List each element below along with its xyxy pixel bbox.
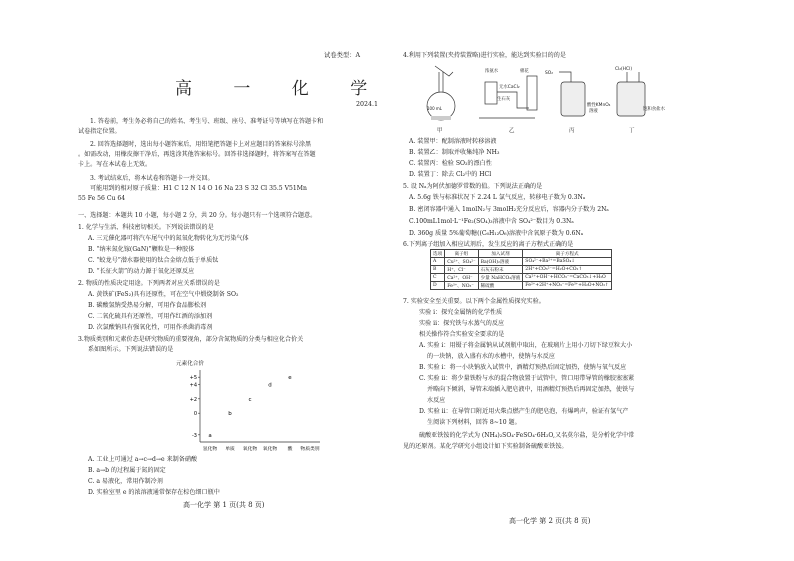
- label-ding: 丁: [629, 128, 635, 134]
- question-5-option: C.100mL1mol·L⁻¹Fe₂(SO₄)₃溶液中含 SO₄²⁻数目为 0.3Nₐ: [409, 218, 574, 225]
- question-7-line: 实验 ii：探究铁与水蒸气的反应: [419, 320, 505, 327]
- question-4-option: C. 装置丙：检验 SO₂的漂白性: [409, 160, 492, 167]
- label-brine: 饱和食盐水: [643, 107, 665, 112]
- question-3-option: C. a 易液化，常用作制冷剂: [88, 478, 163, 485]
- question-2-option: D. 次氯酸钠具有强氧化性，可用作杀菌消毒剂: [88, 324, 213, 331]
- question-4-option: B. 装置乙：制取并收集纯净 NH₃: [409, 149, 500, 156]
- table-cell: 石灰石粉末: [478, 266, 523, 274]
- instruction-line: 3. 考试结束后，将本试卷和答题卡一并交回。: [90, 175, 214, 182]
- question-7-line: 相关操作符合实验安全要求的是: [419, 331, 505, 338]
- table-header: 离子组: [445, 250, 478, 258]
- question-5-option: D. 360g 质量 5%葡萄糖((C₆H₁₂O₆)溶液中含氧原子数为 0.6Nₐ: [409, 230, 584, 237]
- exam-date: 2024.1: [356, 101, 379, 108]
- question-3-option: A. 工业上可通过 a→c→d→e 来制备硝酸: [88, 456, 198, 463]
- question-4-option: A. 装置甲：配制溶液时转移溶液: [409, 138, 497, 145]
- chart-point-e: e: [288, 375, 292, 382]
- question-7-option: B. 实验 i：将一小块钠放入试管中，酒精灯预热后固定加热，使钠与氧气反应: [419, 364, 627, 371]
- atomic-mass-line: 可能用到的相对原子质量：H1 C 12 N 14 O 16 Na 23 S 32 Cl 35.5 V51Mn: [90, 185, 307, 192]
- table-cell: 少量 NaHCO₃溶液: [478, 274, 523, 282]
- page-footer: 高一化学 第 2 页(共 8 页): [509, 517, 591, 525]
- table-row: [431, 282, 612, 290]
- label-bing: 丙: [569, 128, 575, 134]
- question-4-stem: 4.利用下列装置(夹持装置略)进行实验，能达到实验目的的是: [403, 52, 566, 59]
- chart-x-category: 氧化物: [242, 447, 258, 452]
- label-jia: 甲: [437, 128, 443, 134]
- label-kmno4: 酸性KMnO₄: [587, 103, 611, 108]
- table-header: 离子方程式: [523, 250, 612, 258]
- chart-y-tick: -3: [192, 432, 197, 439]
- question-7-option: C. 实验 ii：将少量铁粉与水的混合物放置于试管中，管口用带导管的橡胶塞塞紧: [419, 375, 635, 382]
- question-2-option: A. 黄铁矿(FeS₂)具有还原性，可在空气中煅烧制备 SO₂: [88, 291, 239, 298]
- flask-apparatus: [427, 66, 455, 120]
- instruction-line: 2. 回答选择题时，选出每小题答案后，用铅笔把答题卡上对应题目的答案标号涂黑: [90, 141, 312, 148]
- material-text: 硫酸亚铁铵的化学式为 (NH₄)₂SO₄·FeSO₄·6H₂O,又名莫尔盐，是分析化学中常: [419, 432, 635, 439]
- label-solution: 溶液: [589, 109, 598, 114]
- apparatus-figure: [417, 62, 667, 134]
- table-header-row: [431, 250, 612, 258]
- chart-y-label: 元素化合价: [176, 361, 204, 367]
- chart-point-b: b: [228, 411, 232, 418]
- chart-x-category: 氢化物: [202, 447, 218, 452]
- table-row: [431, 266, 612, 274]
- table-cell: Ba(OH)₂溶液: [478, 258, 523, 266]
- chart-x-category: 单质: [225, 447, 235, 452]
- label-quicklime: 生石灰: [497, 97, 511, 102]
- chart-y-tick: +5: [189, 375, 197, 382]
- label-so2: SO₂: [545, 71, 554, 76]
- table-cell: Fe³⁺、NO₃⁻: [445, 282, 478, 290]
- table-cell: D: [431, 282, 445, 290]
- question-7-option: A. 实验 i：用镊子将金属钠从试剂瓶中取出，在玻璃片上用小刀切下绿豆粒大小: [419, 342, 633, 349]
- chart-point-c: c: [248, 396, 252, 403]
- table-row: [431, 258, 612, 266]
- so2-apparatus: [545, 70, 611, 116]
- label-yi: 乙: [509, 128, 515, 134]
- chart-point-d: d: [268, 382, 272, 389]
- question-7-option: 生阅读下列材料，回答 8~10 题。: [427, 419, 521, 426]
- question-7-stem: 7. 实验安全至关重要。以下两个金属性质探究实验。: [403, 298, 545, 305]
- label-cl2: Cl₂(HCl): [615, 67, 633, 72]
- page-title: 高 一 化 学: [175, 79, 386, 99]
- question-6-stem: 6.下列离子组加入相应试剂后，发生反应的离子方程式正确的是: [403, 241, 574, 248]
- paper-type: 试卷类型：A: [324, 52, 361, 59]
- question-5-stem: 5. 设 Nₐ为阿伏加德罗常数的值。下列说法正确的是: [403, 183, 543, 190]
- question-3-option: B. a→b 的过程属于氮的固定: [88, 467, 166, 474]
- question-5-option: A. 5.6g 铁与标准状况下 2.24 L 氯气反应，转移电子数为 0.3Nₐ: [409, 194, 586, 201]
- table-cell: 2H⁺+CO₃²⁻=H₂O+CO₂↑: [523, 266, 612, 274]
- label-ammonia: 浓氨水: [485, 69, 499, 74]
- page-footer: 高一化学 第 1 页(共 8 页): [183, 501, 265, 509]
- chlorine-apparatus: [615, 66, 666, 116]
- question-1-stem: 1. 化学与生活、科技密切相关。下列说法错误的是: [78, 224, 214, 231]
- table-cell: Ca²⁺+OH⁻+HCO₃⁻=CaCO₃↓+H₂O: [523, 274, 612, 282]
- chart-y-tick: +4: [189, 382, 197, 389]
- table-cell: Fe²⁺+2H⁺+NO₃⁻=Fe³⁺+H₂O+NO₂↑: [523, 282, 612, 290]
- question-2-option: C. 二氧化硫具有还原性，可用作红酒的添加剂: [88, 313, 213, 320]
- question-7-option: 并略向下倾斜，导管末端插入肥皂液中，用酒精灯预热后再固定加热，使铁与: [427, 386, 635, 393]
- instruction-line: 试卷指定位置。: [78, 128, 121, 135]
- chart-x-category: 酸: [287, 447, 293, 452]
- table-row: [431, 274, 612, 282]
- question-1-option: C. “蛟龙号”潜水器使用的钛合金熔点低于单质钛: [88, 257, 219, 264]
- table-cell: Cu²⁺、SO₄²⁻: [445, 258, 478, 266]
- instruction-line: 1. 答卷前，考生务必将自己的姓名、考生号、班级、座号、准考证号等填写在答题卡和: [90, 118, 324, 125]
- chart-y-tick: 0: [193, 411, 197, 418]
- material-text: 见的还原剂。某化学研究小组设计如下实验制备硫酸亚铁铵。: [403, 443, 568, 450]
- question-3-option: D. 实验室里 e 的浓溶液通常保存在棕色细口瓶中: [88, 489, 220, 496]
- question-7-line: 实验 i：探究金属钠的化学性质: [419, 309, 503, 316]
- ammonia-apparatus: [479, 67, 537, 118]
- question-7-option: D. 实验 ii：在导管口附近用火柴点燃产生的肥皂泡，有爆鸣声，验证有氢气产: [419, 408, 629, 415]
- question-7-option: 的一块钠，放入盛有水的水槽中，使钠与水反应: [427, 353, 555, 360]
- question-2-option: B. 碳酸氢钠受热易分解，可用作食品膨松剂: [88, 302, 207, 309]
- table-cell: A: [431, 258, 445, 266]
- flask-volume-label: 100 mL: [427, 106, 443, 111]
- section-heading: 一、选择题：本题共 10 小题，每小题 2 分，共 20 分。每小题只有一个选项符合题意。: [78, 212, 317, 219]
- chart-point-a: a: [208, 432, 212, 439]
- table-cell: SO₄²⁻+Ba²⁺=BaSO₄↓: [523, 258, 612, 266]
- question-2-stem: 2. 物质的性质决定用途。下列两者对应关系错误的是: [78, 280, 220, 287]
- instruction-line: 。如需改动，用橡皮擦干净后，再选涂其他答案标号。回答非选择题时，将答案写在答题: [78, 151, 316, 158]
- atomic-mass-line: 55 Fe 56 Cu 64: [78, 195, 126, 202]
- chart-y-tick: +2: [189, 396, 197, 403]
- table-header: 加入试剂: [478, 250, 523, 258]
- table-cell: C: [431, 274, 445, 282]
- chart-x-category: 氧化物: [262, 447, 278, 452]
- question-1-option: B. “纳米氮化镓(GaN)”颗粒是一种胶体: [88, 246, 195, 253]
- label-cacl2: 无水CaCl₂: [499, 85, 520, 90]
- reaction-table: [430, 249, 612, 290]
- question-5-option: B. 密闭容器中通入 1molN₂与 3molH₂充分反应后，容器内分子数为 2Nₐ: [409, 206, 609, 213]
- table-cell: 稀硫酸: [478, 282, 523, 290]
- instruction-line: 卡上。写在本试卷上无效。: [78, 161, 152, 168]
- question-1-option: A. 三元催化器可将汽车尾气中的氮氧化物转化为无污染气体: [88, 235, 249, 242]
- question-7-option: 水反应: [427, 397, 446, 404]
- table-cell: B: [431, 266, 445, 274]
- nitrogen-valence-chart: [170, 356, 350, 464]
- label-cotton: 棉花: [520, 69, 529, 74]
- chart-x-category: 物质类别: [300, 447, 320, 452]
- question-3-stem: 3.物质类别和元素价态是研究物质的重要视角，部分含氮物质的分类与相应化合价关: [78, 336, 304, 343]
- table-cell: Ca²⁺、OH⁻: [445, 274, 478, 282]
- table-header: 选项: [431, 250, 445, 258]
- table-cell: H⁺、Cl⁻: [445, 266, 478, 274]
- question-4-option: D. 装置丁：除去 Cl₂中的 HCl: [409, 171, 492, 178]
- question-1-option: D. “长征火箭”的动力源于氧化还原反应: [88, 268, 195, 275]
- question-3-stem: 系如图所示。下列说法错误的是: [88, 346, 174, 353]
